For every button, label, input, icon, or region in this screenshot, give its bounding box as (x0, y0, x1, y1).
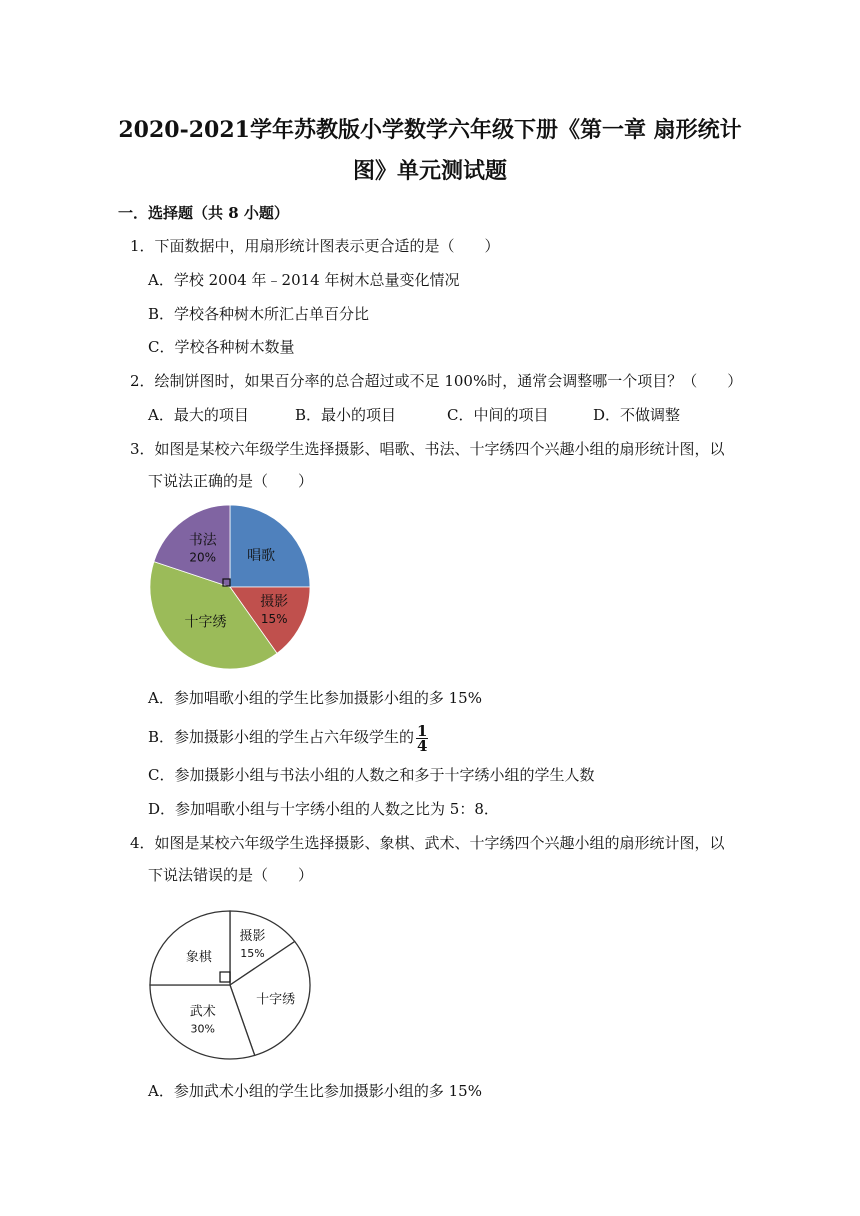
q3-pie-chart (148, 505, 312, 671)
fraction-one-quarter (416, 721, 428, 755)
pie1-label-3: 书法 (188, 532, 217, 549)
document-title-line2: 图》单元测试题 (352, 158, 507, 184)
q4-pie-chart (148, 910, 314, 1064)
pie2-slice-3 (150, 911, 230, 985)
pie2-label-0: 摄影 (239, 929, 266, 945)
pie2-label-2: 武术 (189, 1004, 216, 1020)
q2-option-c: C．中间的项目 (447, 406, 549, 424)
pie1-label-2: 十字绣 (184, 614, 227, 631)
pie1-value-3: 20% (189, 550, 217, 565)
q2-option-d: D．不做调整 (593, 406, 681, 424)
q4-stem-line2: 下说法错误的是（ ） (148, 866, 314, 884)
pie2-label-1: 十字绣 (256, 992, 296, 1008)
pie2-value-0: 15% (240, 947, 265, 961)
q4-stem-line1: 4．如图是某校六年级学生选择摄影、象棋、武术、十字绣四个兴趣小组的扇形统计图，以 (130, 834, 725, 852)
pie2-value-2: 30% (190, 1022, 215, 1036)
q2-option-b: B．最小的项目 (295, 406, 397, 424)
pie2-label-3: 象棋 (185, 950, 212, 966)
q2-option-a: A．最大的项目 (148, 406, 249, 424)
q4-option-a: A．参加武术小组的学生比参加摄影小组的多 15% (148, 1082, 482, 1100)
q2-stem: 2．绘制饼图时，如果百分率的总合超过或不足 100%时，通常会调整哪一个项目？（ ） (130, 372, 743, 390)
section-heading: 一．选择题（共 8 小题） (118, 204, 289, 222)
fraction-denominator: 4 (417, 736, 428, 755)
q3-option-b-text: B．参加摄影小组的学生占六年级学生的 (148, 728, 415, 746)
q1-option-c: C．学校各种树木数量 (148, 338, 295, 356)
pie1-label-1: 摄影 (260, 594, 289, 611)
pie1-value-1: 15% (260, 612, 288, 627)
pie1-label-0: 唱歌 (247, 548, 276, 565)
q3-stem-line2: 下说法正确的是（ ） (148, 472, 314, 490)
pie1-slice-0 (230, 505, 310, 587)
q3-stem-line1: 3．如图是某校六年级学生选择摄影、唱歌、书法、十字绣四个兴趣小组的扇形统计图，以 (130, 440, 725, 458)
fraction-numerator: 1 (417, 721, 428, 740)
q3-option-d: D．参加唱歌小组与十字绣小组的人数之比为 5：8． (148, 800, 499, 818)
q3-option-b (148, 722, 428, 753)
q3-option-c: C．参加摄影小组与书法小组的人数之和多于十字绣小组的学生人数 (148, 766, 595, 784)
q1-option-a: A．学校 2004 年﹣2014 年树木总量变化情况 (148, 271, 460, 289)
q1-option-b: B．学校各种树木所汇占单百分比 (148, 305, 370, 323)
q1-stem: 1．下面数据中，用扇形统计图表示更合适的是（ ） (130, 237, 500, 255)
q3-option-a: A．参加唱歌小组的学生比参加摄影小组的多 15% (148, 689, 482, 707)
document-title-line1: 2020-2021学年苏教版小学数学六年级下册《第一章 扇形统计 (118, 117, 742, 143)
